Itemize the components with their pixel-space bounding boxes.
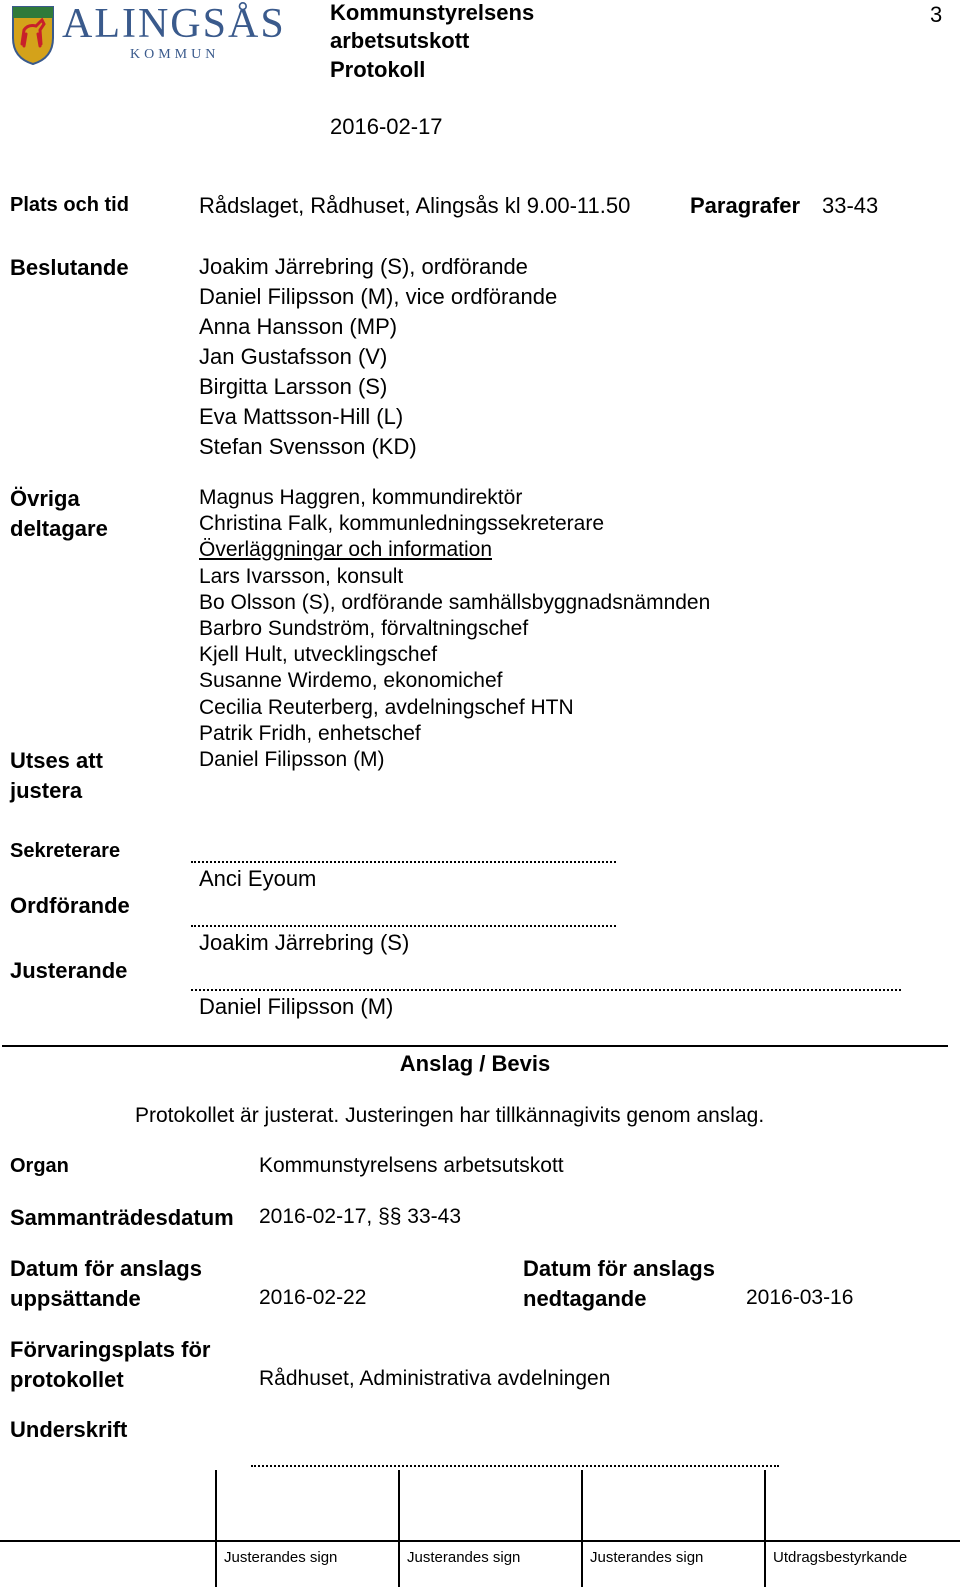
- adjuster-label-line2: justera: [10, 778, 83, 803]
- footer-cell-label: Justerandes sign: [224, 1549, 338, 1566]
- list-item: Birgitta Larsson (S): [199, 374, 388, 399]
- adjuster-name: Daniel Filipsson (M): [199, 747, 385, 771]
- section-divider: [2, 1045, 948, 1047]
- notice-statement: Protokollet är justerat. Justeringen har tillkännagivits genom anslag.: [135, 1104, 765, 1127]
- doc-title-line3: Protokoll: [330, 57, 426, 82]
- meeting-date-label: Sammanträdesdatum: [10, 1205, 234, 1230]
- paragraphs-label: Paragrafer: [690, 193, 801, 218]
- footer-divider: [764, 1470, 766, 1587]
- section-heading: Överläggningar och information: [199, 538, 492, 562]
- list-item: Joakim Järrebring (S), ordförande: [199, 254, 528, 279]
- list-item: Jan Gustafsson (V): [199, 344, 388, 369]
- organ-value: Kommunstyrelsens arbetsutskott: [259, 1154, 564, 1177]
- list-item: Susanne Wirdemo, ekonomichef: [199, 669, 503, 693]
- list-item: Daniel Filipsson (M), vice ordförande: [199, 284, 558, 309]
- footer-divider: [398, 1470, 400, 1587]
- list-item: Stefan Svensson (KD): [199, 434, 417, 459]
- notice-title: Anslag / Bevis: [399, 1051, 551, 1076]
- chair-signature-line: [191, 925, 616, 927]
- coat-of-arms-icon: [10, 4, 56, 66]
- other-participants-label-line2: deltagare: [10, 516, 108, 541]
- logo-subtitle: KOMMUN: [130, 47, 220, 62]
- removed-label-line1: Datum för anslags: [523, 1256, 715, 1281]
- posted-label-line1: Datum för anslags: [10, 1256, 202, 1281]
- secretary-label: Sekreterare: [10, 840, 121, 862]
- removed-value: 2016-03-16: [746, 1286, 854, 1309]
- footer-divider: [215, 1470, 217, 1587]
- list-item: Lars Ivarsson, konsult: [199, 564, 404, 588]
- storage-label-line2: protokollet: [10, 1367, 124, 1392]
- secretary-name: Anci Eyoum: [199, 866, 317, 891]
- list-item: Bo Olsson (S), ordförande samhällsbyggnadsnämnden: [199, 590, 711, 614]
- doc-title-line1: Kommunstyrelsens: [330, 0, 535, 25]
- logo-name: ALINGSÅS: [62, 1, 286, 47]
- adjuster-signature-line: [191, 989, 901, 991]
- adjuster-sign-name: Daniel Filipsson (M): [199, 994, 394, 1019]
- list-item: Patrik Fridh, enhetschef: [199, 721, 421, 745]
- meeting-date-value: 2016-02-17, §§ 33-43: [259, 1205, 461, 1228]
- list-item: Cecilia Reuterberg, avdelningschef HTN: [199, 695, 574, 719]
- doc-date: 2016-02-17: [330, 114, 443, 139]
- place-label: Plats och tid: [10, 194, 129, 216]
- notice-signature-line: [251, 1465, 779, 1467]
- list-item: Magnus Haggren, kommundirektör: [199, 486, 523, 509]
- chair-name: Joakim Järrebring (S): [199, 930, 410, 955]
- list-item: Anna Hansson (MP): [199, 314, 398, 339]
- place-value: Rådslaget, Rådhuset, Alingsås kl 9.00-11.50: [199, 193, 631, 218]
- municipality-logo: [10, 0, 285, 70]
- posted-value: 2016-02-22: [259, 1286, 367, 1309]
- chair-label: Ordförande: [10, 893, 130, 918]
- decision-makers-list: [199, 252, 557, 462]
- other-participants-label-line1: Övriga: [10, 486, 80, 511]
- page-number: 3: [930, 2, 943, 27]
- removed-label-line2: nedtagande: [523, 1286, 647, 1311]
- footer-cell-label: Justerandes sign: [590, 1549, 704, 1566]
- footer-baseline: [0, 1540, 960, 1542]
- storage-label-line1: Förvaringsplats för: [10, 1337, 211, 1362]
- storage-value: Rådhuset, Administrativa avdelningen: [259, 1367, 611, 1390]
- decision-makers-label: Beslutande: [10, 255, 129, 280]
- list-item: Barbro Sundström, förvaltningschef: [199, 616, 529, 640]
- footer-divider: [581, 1470, 583, 1587]
- list-item: Christina Falk, kommunledningssekreterare: [199, 512, 604, 536]
- secretary-signature-line: [191, 861, 616, 863]
- list-item: Kjell Hult, utvecklingschef: [199, 643, 438, 667]
- organ-label: Organ: [10, 1155, 69, 1177]
- paragraphs-value: 33-43: [822, 193, 879, 218]
- footer-cell-label: Justerandes sign: [407, 1549, 521, 1566]
- other-participants-list: [199, 485, 710, 773]
- adjuster-label-line1: Utses att: [10, 748, 103, 773]
- list-item: Eva Mattsson-Hill (L): [199, 404, 404, 429]
- doc-title-line2: arbetsutskott: [330, 28, 470, 53]
- signature-label: Underskrift: [10, 1417, 128, 1442]
- adjuster-sign-label: Justerande: [10, 958, 128, 983]
- posted-label-line2: uppsättande: [10, 1286, 141, 1311]
- footer-cell-label: Utdragsbestyrkande: [773, 1549, 908, 1566]
